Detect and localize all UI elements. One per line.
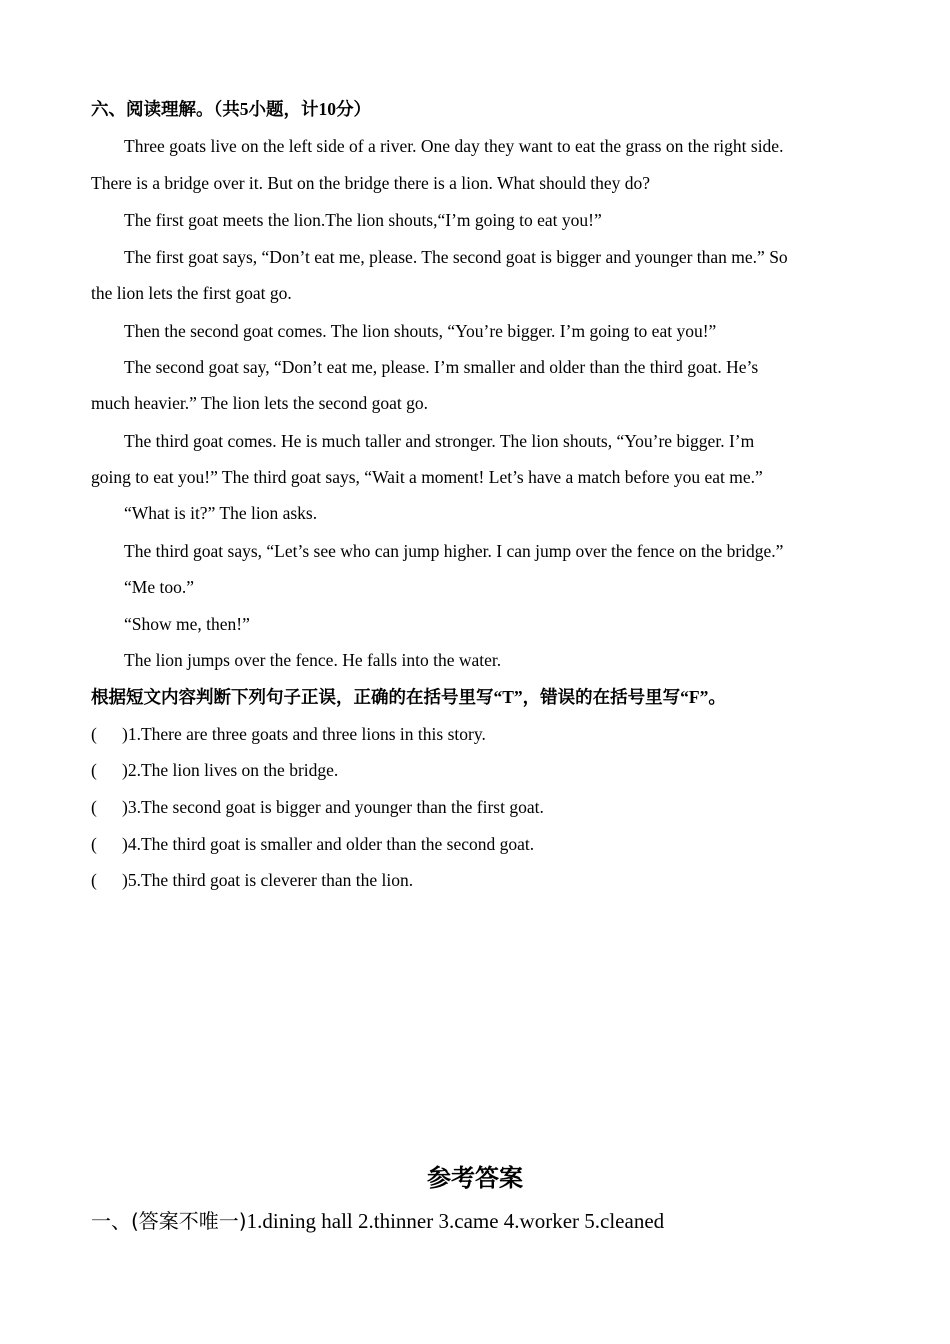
passage-line: the lion lets the first goat go.: [91, 283, 292, 303]
answer-blank[interactable]: (: [91, 870, 97, 890]
passage-line: Then the second goat comes. The lion shouts, “You’re bigger. I’m going to eat you!”: [124, 321, 717, 341]
passage-line: The third goat says, “Let’s see who can jump higher. I can jump over the fence on the bridge.”: [124, 541, 784, 561]
question-text: 2.The lion lives on the bridge.: [127, 760, 339, 780]
passage-line: “What is it?” The lion asks.: [124, 503, 318, 523]
answer-key-line: [91, 1205, 664, 1234]
question-text: 1.There are three goats and three lions in this story.: [127, 724, 486, 744]
passage-line: much heavier.” The lion lets the second goat go.: [91, 393, 428, 413]
passage-line: The first goat says, “Don’t eat me, please. The second goat is bigger and younger than me.” So: [124, 247, 788, 267]
answer-blank-close: ): [122, 870, 128, 890]
question-text: 5.The third goat is cleverer than the lion.: [127, 870, 414, 890]
passage-line: Three goats live on the left side of a river. One day they want to eat the grass on the right side.: [124, 136, 784, 156]
instruction-text: 根据短文内容判断下列句子正误，正确的在括号里写“T”，错误的在括号里写“F”。: [91, 687, 726, 707]
passage-line: The third goat comes. He is much taller and stronger. The lion shouts, “You’re bigger. I’m: [124, 431, 755, 451]
section-title: 六、阅读理解。（共5小题，计10分）: [91, 99, 371, 119]
passage-line: The first goat meets the lion.The lion shouts,“I’m going to eat you!”: [124, 210, 602, 230]
answer-key-title: 参考答案: [427, 1164, 523, 1192]
answer-blank-close: ): [122, 834, 128, 854]
question-item: [91, 833, 534, 855]
question-item: [91, 869, 413, 891]
passage-line: There is a bridge over it. But on the bridge there is a lion. What should they do?: [91, 173, 651, 193]
question-item: [91, 796, 544, 818]
answer-blank[interactable]: (: [91, 834, 97, 854]
answer-blank-close: ): [122, 724, 128, 744]
answer-blank[interactable]: (: [91, 724, 97, 744]
passage-line: The lion jumps over the fence. He falls into the water.: [124, 650, 502, 670]
passage-line: The second goat say, “Don’t eat me, please. I’m smaller and older than the third goat. He’s: [124, 357, 759, 377]
answer-blank[interactable]: (: [91, 797, 97, 817]
passage-line: “Show me, then!”: [124, 614, 250, 634]
answer-blank-close: ): [122, 797, 128, 817]
answer-key-prefix: 一、(答案不唯一): [91, 1209, 247, 1233]
question-text: 4.The third goat is smaller and older than the second goat.: [127, 834, 535, 854]
passage-line: “Me too.”: [124, 577, 194, 597]
question-text: 3.The second goat is bigger and younger than the first goat.: [127, 797, 544, 817]
answer-blank[interactable]: (: [91, 760, 97, 780]
answer-key-text: 1.dining hall 2.thinner 3.came 4.worker 5.cleaned: [246, 1209, 665, 1233]
answer-blank-close: ): [122, 760, 128, 780]
question-item: [91, 759, 338, 781]
question-item: [91, 723, 486, 745]
passage-line: going to eat you!” The third goat says, “Wait a moment! Let’s have a match before you eat me.”: [91, 467, 763, 487]
